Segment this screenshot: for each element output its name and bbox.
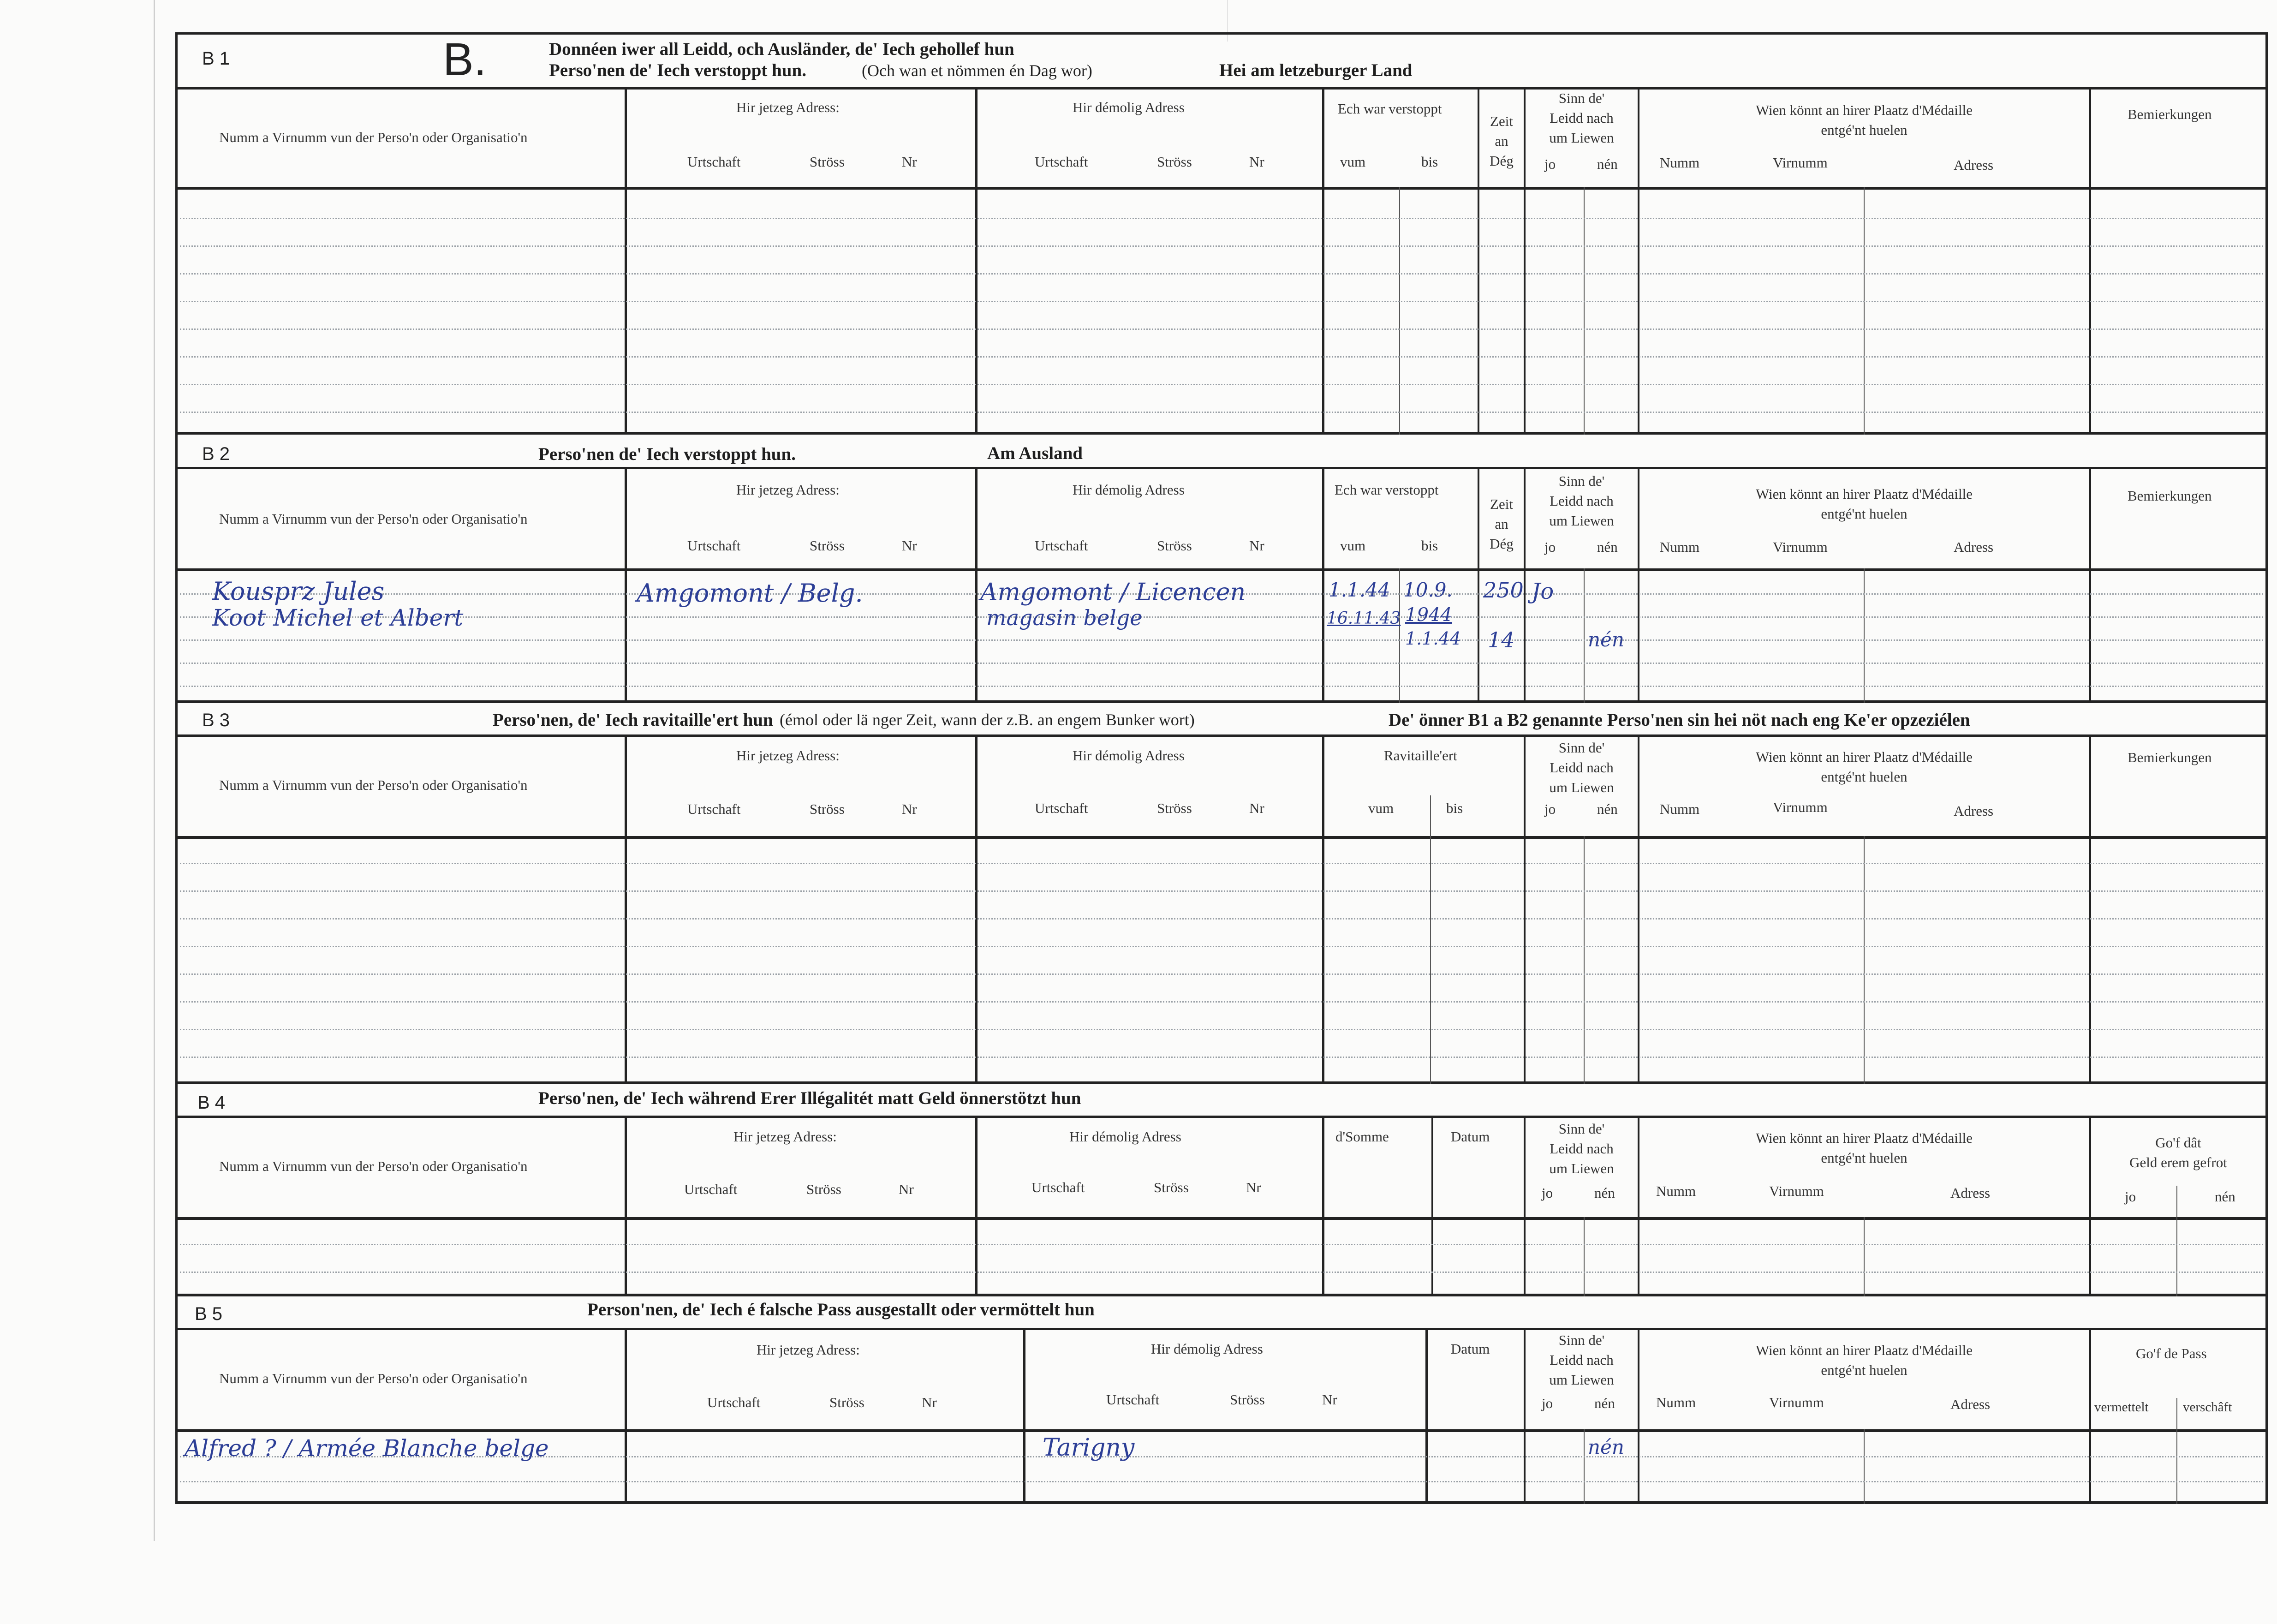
divider [2265,32,2268,435]
divider [175,87,2268,90]
divider [1864,568,1865,703]
col-fname: Virnumm [1773,799,1828,815]
col-addr-then: Hir démolig Adress [1073,482,1185,498]
row-line [180,1001,2263,1003]
handwritten-days: 250 [1483,578,1524,603]
handwritten-days: 14 [1488,627,1515,652]
col-medal [1639,1128,2089,1168]
row-line [180,1029,2263,1030]
row-line [180,686,2263,687]
col-street: Ströss [1157,537,1192,554]
divider [625,1328,627,1504]
intro-title: Donnéen iwer all Leidd, och Ausländer, de' Iech gehollef hun [549,39,1014,59]
divider [625,87,627,435]
col-alive-line: Sinn de' [1558,473,1605,489]
col-street: Ströss [810,154,845,170]
col-address: Adress [1954,539,1994,555]
row-line [180,301,2263,302]
divider [625,1116,627,1296]
handwritten-date: 1.1.44 [1329,579,1390,601]
col-medal-line: entgé'nt huelen [1821,768,1907,785]
col-street: Ströss [806,1181,841,1197]
row-line [180,973,2263,975]
col-alive-line: Sinn de' [1558,740,1605,756]
col-town: Urtschaft [684,1181,738,1197]
intro-scope: Hei am letzeburger Land [1219,60,1413,80]
divider [175,703,178,1084]
col-alive [1526,738,1638,797]
divider [1864,187,1865,435]
col-addr-then: Hir démolig Adress [1073,747,1185,764]
col-medal-line: Wien könnt an hirer Plaatz d'Médaille [1755,1342,1973,1358]
col-town: Urtschaft [1106,1391,1160,1408]
col-alive-line: Leidd nach [1550,492,1614,509]
col-addr-now: Hir jetzeg Adress: [736,747,840,764]
col-name: Numm a Virnumm vun der Perso'n oder Organisatio'n [219,777,528,793]
handwritten-address: Amgomont / Belg. [637,579,863,608]
handwritten-date: 10.9. [1403,579,1453,601]
section-title: Person'nen, de' Iech é falsche Pass ausgestallt oder vermöttelt hun [587,1300,1095,1320]
col-name: Numm a Virnumm vun der Perso'n oder Organisatio'n [219,129,528,145]
divider [1430,795,1431,1084]
divider [1399,568,1400,703]
section-scope: Am Ausland [987,443,1083,463]
col-medal [1639,101,2089,140]
col-nr: Nr [1249,154,1264,170]
col-remarks: Bemierkungen [2128,488,2212,504]
divider [1431,1116,1433,1296]
handwritten-alive-no: nén [1588,1436,1624,1458]
divider [1322,87,1324,435]
row-line [180,1244,2263,1245]
handwritten-date: 1944 [1405,604,1452,626]
row-line [180,918,2263,919]
col-date: Datum [1451,1341,1490,1357]
col-street: Ströss [1230,1391,1265,1408]
divider [175,467,2268,469]
divider [1584,568,1585,703]
divider [175,1429,2268,1432]
col-address: Adress [1950,1396,1991,1412]
col-addr-now: Hir jetzeg Adress: [736,99,840,115]
divider [175,568,2268,571]
col-addr-then: Hir démolig Adress [1073,99,1185,115]
row-line [180,245,2263,247]
col-time-line: Zeit [1490,113,1513,129]
col-medal [1639,484,2089,524]
row-line [180,1481,2263,1482]
col-alive-line: um Liewen [1549,1371,1614,1388]
col-nr: Nr [1249,537,1264,554]
col-addr-now: Hir jetzeg Adress: [736,482,840,498]
section-title: Perso'nen, de' Iech während Erer Illégalitét matt Geld önnerstötzt hun [538,1088,1081,1108]
row-line [180,639,2263,641]
col-hidden: Ech war verstoppt [1338,101,1442,117]
divider [1638,734,1639,1084]
col-nr: Nr [902,537,917,554]
divider [175,1501,2268,1504]
col-time-line: Dég [1490,535,1514,552]
col-alive-line: Sinn de' [1558,1332,1605,1348]
col-gift-line: Geld erem gefrot [2129,1154,2227,1170]
col-lname: Numm [1656,1183,1696,1199]
col-lname: Numm [1660,539,1700,555]
col-town: Urtschaft [1035,154,1088,170]
col-street: Ströss [810,537,845,554]
divider [1584,1429,1585,1504]
col-lname: Numm [1660,155,1700,171]
divider [975,467,978,703]
col-medal-line: entgé'nt huelen [1821,1361,1907,1378]
col-yes: jo [1544,156,1556,172]
divider [2265,1296,2268,1504]
handwritten-name: Alfred ? / Armée Blanche belge [185,1435,549,1462]
col-alive-line: um Liewen [1549,1160,1614,1176]
section-b4 [175,1084,2268,1296]
col-from: vum [1368,800,1394,816]
col-medal-line: entgé'nt huelen [1821,505,1907,522]
section-warning: De' önner B1 a B2 genannte Perso'nen sin hei nöt nach eng Ke'er opzeziélen [1389,710,1970,730]
col-nr: Nr [1249,800,1264,816]
divider [975,1116,978,1296]
col-alive-line: Leidd nach [1550,759,1614,776]
col-fname: Virnumm [1773,539,1828,555]
row-line [180,1057,2263,1058]
col-from: vum [1340,537,1366,554]
col-pass: Go'f de Pass [2136,1345,2207,1361]
section-code: B 1 [202,48,230,69]
col-no: nén [1594,1395,1615,1411]
col-nr: Nr [1322,1391,1337,1408]
col-no: nén [1597,801,1618,817]
col-time [1479,495,1524,554]
col-alive [1526,1119,1638,1178]
col-alive [1526,472,1638,531]
row-line [180,412,2263,413]
section-letter: B. [443,34,487,85]
col-street: Ströss [810,801,845,817]
section-b1 [175,32,2268,435]
row-line [180,328,2263,330]
col-sum: d'Somme [1335,1128,1389,1145]
col-medal [1639,747,2089,787]
divider [1864,1217,1865,1296]
divider [1322,1116,1324,1296]
col-time-line: Zeit [1490,496,1513,512]
col-yes: jo [1542,1185,1553,1201]
col-yes: jo [1544,539,1556,555]
handwritten-alive-yes: Jo [1532,579,1554,604]
divider [1322,734,1324,1084]
section-code: B 5 [195,1304,223,1324]
col-nr: Nr [902,154,917,170]
divider [1399,187,1400,435]
col-alive-line: Sinn de' [1558,90,1605,106]
col-addr-now: Hir jetzeg Adress: [757,1342,860,1358]
col-medal-line: entgé'nt huelen [1821,121,1907,138]
row-line [180,863,2263,864]
col-name: Numm a Virnumm vun der Perso'n oder Organisatio'n [219,1158,528,1174]
col-alive [1526,89,1638,148]
col-medal-line: entgé'nt huelen [1821,1149,1907,1166]
col-street: Ströss [1157,800,1192,816]
handwritten-name: Kousprz Jules [212,577,385,606]
col-gift-line: Go'f dât [2155,1134,2201,1151]
row-line [180,1272,2263,1273]
divider [175,32,2268,35]
col-to: bis [1421,154,1438,170]
row-line [180,616,2263,618]
section-title: Perso'nen de' Iech verstoppt hun. [538,444,796,464]
col-addr-now: Hir jetzeg Adress: [733,1128,837,1145]
handwritten-address: Amgomont / Licencen [980,579,1246,606]
divider [1864,836,1865,1084]
col-from: vum [1340,154,1366,170]
col-no: nén [1594,1185,1615,1201]
divider [175,32,178,435]
col-time-line: an [1495,132,1508,149]
col-nr: Nr [902,801,917,817]
col-no: nén [2215,1188,2235,1205]
col-alive-line: um Liewen [1549,779,1614,795]
row-line [180,273,2263,275]
col-alive-line: um Liewen [1549,512,1614,529]
divider [2089,734,2091,1084]
divider [1584,187,1585,435]
col-to: bis [1446,800,1463,816]
divider [1584,1217,1585,1296]
col-medal-line: Wien könnt an hirer Plaatz d'Médaille [1755,1130,1973,1146]
col-lname: Numm [1660,801,1700,817]
col-name: Numm a Virnumm vun der Perso'n oder Organisatio'n [219,511,528,527]
divider [2089,87,2091,435]
divider [175,734,2268,737]
divider [625,467,627,703]
col-nr: Nr [922,1394,937,1410]
row-line [180,356,2263,358]
handwritten-date: 1.1.44 [1405,628,1461,649]
row-line [180,890,2263,892]
handwritten-address: magasin belge [986,605,1143,630]
section-b5 [175,1296,2268,1504]
divider [2265,435,2268,703]
divider [175,1116,2268,1118]
col-alive-line: Leidd nach [1550,1140,1614,1157]
col-addr-then: Hir démolig Adress [1069,1128,1181,1145]
col-medal [1639,1341,2089,1380]
divider [175,1296,178,1504]
divider [975,87,978,435]
handwritten-alive-no: nén [1588,628,1624,651]
section-note: (émol oder lä nger Zeit, wann der z.B. an engem Bunker wort) [780,710,1195,729]
col-time-line: Dég [1490,152,1514,169]
col-lname: Numm [1656,1394,1696,1410]
col-nr: Nr [899,1181,914,1197]
handwritten-address: Tarigny [1043,1434,1135,1462]
row-line [180,384,2263,385]
divider [1322,467,1324,703]
col-yes: jo [2125,1188,2136,1205]
col-town: Urtschaft [707,1394,761,1410]
col-time-line: an [1495,515,1508,532]
row-line [180,218,2263,219]
divider [175,1084,178,1296]
section-b2 [175,435,2268,703]
col-medal-line: Wien könnt an hirer Plaatz d'Médaille [1755,102,1973,118]
col-gift [2091,1133,2265,1173]
divider [2176,1186,2177,1296]
divider [1425,1328,1428,1504]
divider [2265,703,2268,1084]
col-addr-then: Hir démolig Adress [1151,1341,1263,1357]
col-alive-line: Leidd nach [1550,1351,1614,1368]
col-fname: Virnumm [1769,1394,1824,1410]
divider [175,1217,2268,1220]
col-yes: jo [1544,801,1556,817]
divider [975,734,978,1084]
col-fname: Virnumm [1773,155,1828,171]
divider [175,435,178,703]
col-made: verschâft [2183,1400,2232,1415]
col-medal-line: Wien könnt an hirer Plaatz d'Médaille [1755,749,1973,765]
col-supplied: Ravitaille'ert [1384,747,1457,764]
divider [175,187,2268,190]
intro-subtitle: Perso'nen de' Iech verstoppt hun. [549,60,806,80]
col-to: bis [1421,537,1438,554]
divider [2089,1328,2091,1504]
col-town: Urtschaft [687,801,741,817]
col-town: Urtschaft [687,537,741,554]
divider [1864,1429,1865,1504]
row-line [180,946,2263,947]
row-line [180,663,2263,664]
col-alive-line: um Liewen [1549,129,1614,146]
col-name: Numm a Virnumm vun der Perso'n oder Organisatio'n [219,1370,528,1386]
section-code: B 4 [197,1093,226,1113]
col-street: Ströss [829,1394,864,1410]
col-fname: Virnumm [1769,1183,1824,1199]
divider [1023,1328,1025,1504]
col-nr: Nr [1246,1179,1261,1195]
col-time [1479,112,1524,171]
divider [1584,836,1585,1084]
col-street: Ströss [1157,154,1192,170]
section-code: B 3 [202,710,230,730]
divider [2089,467,2091,703]
col-arranged: vermettelt [2094,1400,2149,1415]
divider [175,1328,2268,1330]
col-remarks: Bemierkungen [2128,749,2212,765]
col-address: Adress [1950,1185,1991,1201]
handwritten-date: 16.11.43 [1327,609,1401,628]
col-no: nén [1597,156,1618,172]
col-remarks: Bemierkungen [2128,106,2212,122]
divider [175,836,2268,839]
col-yes: jo [1542,1395,1553,1411]
col-town: Urtschaft [1031,1179,1085,1195]
col-town: Urtschaft [687,154,741,170]
section-code: B 2 [202,444,230,464]
col-address: Adress [1954,157,1994,173]
section-b3 [175,703,2268,1084]
col-medal-line: Wien könnt an hirer Plaatz d'Médaille [1755,486,1973,502]
col-no: nén [1597,539,1618,555]
section-title: Perso'nen, de' Iech ravitaille'ert hun [493,710,773,730]
col-alive-line: Leidd nach [1550,109,1614,126]
divider [2265,1084,2268,1296]
col-street: Ströss [1154,1179,1189,1195]
divider [2176,1398,2177,1504]
col-address: Adress [1954,803,1994,819]
col-alive [1526,1331,1638,1390]
intro-note: (Och wan et nömmen én Dag wor) [862,61,1092,80]
col-town: Urtschaft [1035,537,1088,554]
divider [625,734,627,1084]
col-hidden: Ech war verstoppt [1335,482,1439,498]
col-alive-line: Sinn de' [1558,1121,1605,1137]
col-town: Urtschaft [1035,800,1088,816]
handwritten-name: Koot Michel et Albert [212,604,464,631]
col-date: Datum [1451,1128,1490,1145]
